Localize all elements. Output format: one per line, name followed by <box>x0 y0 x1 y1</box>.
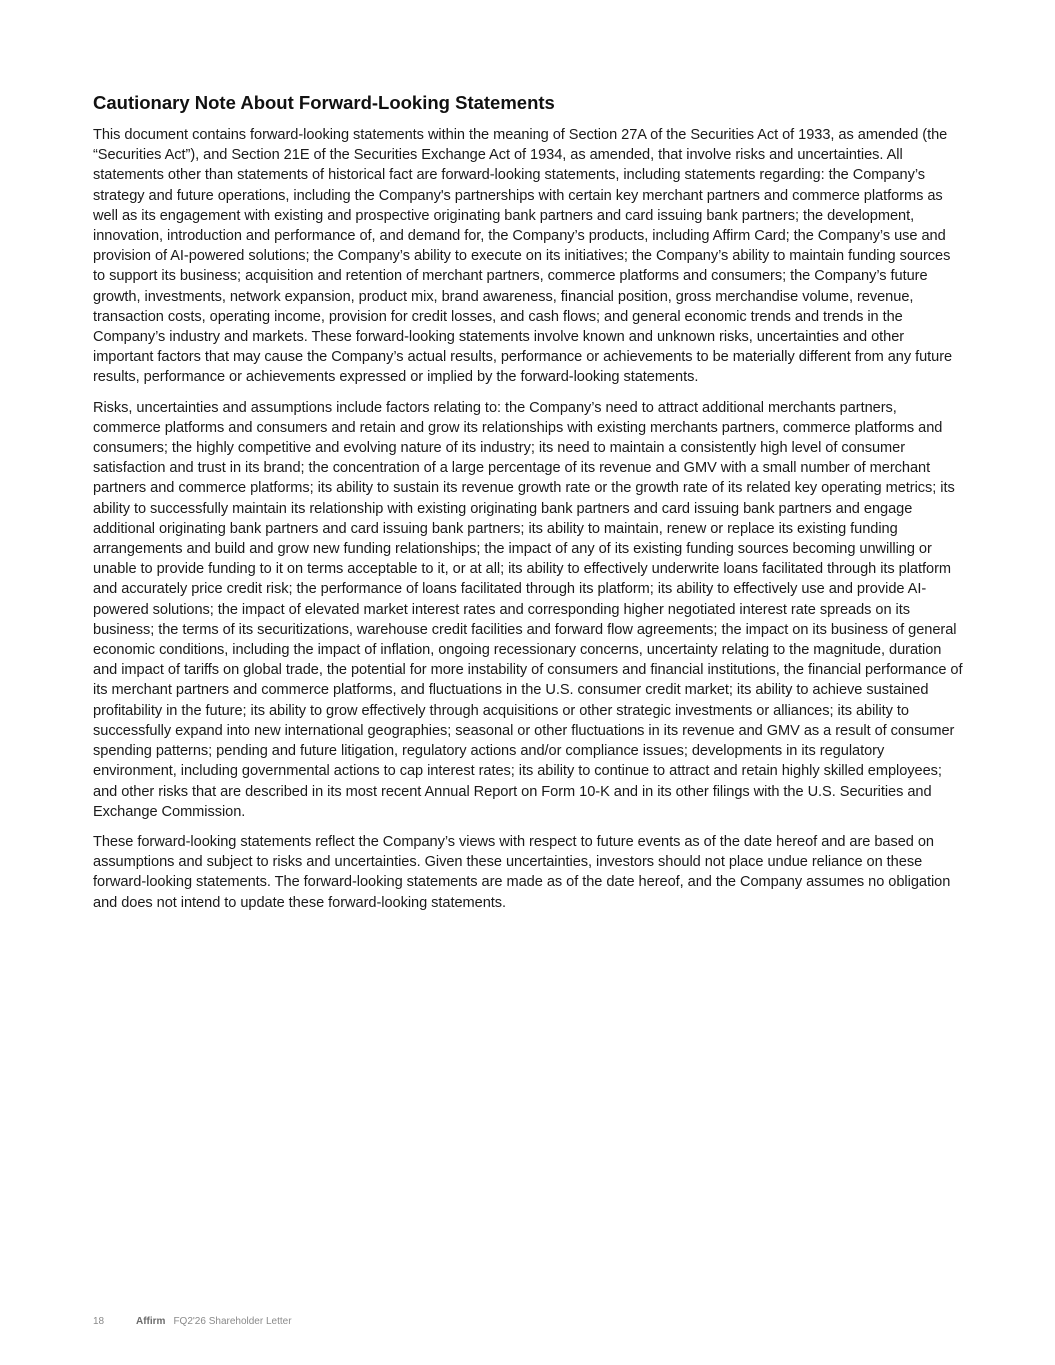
paragraph-risks-uncertainties: Risks, uncertainties and assumptions include factors relating to: the Company’s need to attract additional merchants partners, commerce platforms and consumers and retain and grow its relationships with existing merchants partners, commerce platforms and consumers; the highly competitive and evolving nature of its industry; its need to maintain a consistently high level of consumer satisfaction and trust in its brand; the concentration of a large percentage of its revenue and GMV with a small number of merchant partners and commerce platforms; its ability to sustain its revenue growth rate or the growth rate of its related key operating metrics; its ability to successfully maintain its relationship with existing originating bank partners and card issuing bank partners and engage additional originating bank partners and card issuing bank partners; its ability to maintain, renew or replace its existing funding arrangements and build and grow new funding relationships; the impact of any of its existing funding sources becoming unwilling or unable to provide funding to it on terms acceptable to it, or at all; its ability to effectively underwrite loans facilitated through its platform and accurately price credit risk; the performance of loans facilitated through its platform; its ability to effectively use and provide AI-powered solutions; the impact of elevated market interest rates and corresponding higher negotiated interest rate spreads on its business; the terms of its securitizations, warehouse credit facilities and forward flow agreements; the impact on its business of general economic conditions, including the impact of inflation, ongoing recessionary concerns, uncertainty relating to the magnitude, duration and impact of tariffs on global trade, the potential for more instability of consumers and financial institutions, the financial performance of its merchant partners and commerce platforms, and fluctuations in the U.S. consumer credit market; its ability to achieve sustained profitability in the future; its ability to grow effectively through acquisitions or other strategic investments or alliances; its ability to successfully expand into new international geographies; seasonal or other fluctuations in its revenue and GMV as a result of consumer spending patterns; pending and future litigation, regulatory actions and/or compliance issues; developments in its regulatory environment, including governmental actions to cap interest rates; its ability to continue to attract and retain highly skilled employees; and other risks that are described in its most recent Annual Report on Form 10-K and in its other filings with the U.S. Securities and Exchange Commission. <box>93 399 963 820</box>
paragraph-forward-looking-intro: This document contains forward-looking statements within the meaning of Section 27A of the Securities Act of 1933, as amended (the “Securities Act”), and Section 21E of the Securities Exchange Act of 1934, as amended, that involve risks and uncertainties. All statements other than statements of historical fact are forward-looking statements, including statements regarding: the Company’s strategy and future operations, including the Company's partnerships with certain key merchant partners and commerce platforms as well as its engagement with existing and prospective originating bank partners and card issuing bank partners; the development, innovation, introduction and performance of, and demand for, the Company’s products, including Affirm Card; the Company’s use and provision of AI-powered solutions; the Company’s ability to execute on its initiatives; the Company’s ability to maintain funding sources to support its business; acquisition and retention of merchant partners, commerce platforms and consumers; the Company’s future growth, investments, network expansion, product mix, brand awareness, financial position, gross merchandise volume, revenue, transaction costs, operating income, provision for credit losses, and cash flows; and general economic trends and trends in the Company’s industry and markets. These forward-looking statements involve known and unknown risks, uncertainties and other important factors that may cause the Company’s actual results, performance or achievements to be materially different from any future results, performance or achievements expressed or implied by the forward-looking statements. <box>93 127 953 386</box>
footer-brand: Affirm <box>136 1316 166 1327</box>
page-title: Cautionary Note About Forward-Looking Statements <box>93 92 555 113</box>
document-body <box>93 90 965 923</box>
paragraph-no-obligation: These forward-looking statements reflect the Company’s views with respect to future events as of the date hereof and are based on assumptions and subject to risks and uncertainties. Given these uncertainties, investors should not place undue reliance on these forward-looking statements. The forward-looking statements are made as of the date hereof, and the Company assumes no obligation and does not intend to update these forward-looking statements. <box>93 833 951 911</box>
page-footer <box>93 1316 292 1327</box>
page-number: 18 <box>93 1316 105 1327</box>
footer-document-title: FQ2'26 Shareholder Letter <box>173 1316 292 1327</box>
